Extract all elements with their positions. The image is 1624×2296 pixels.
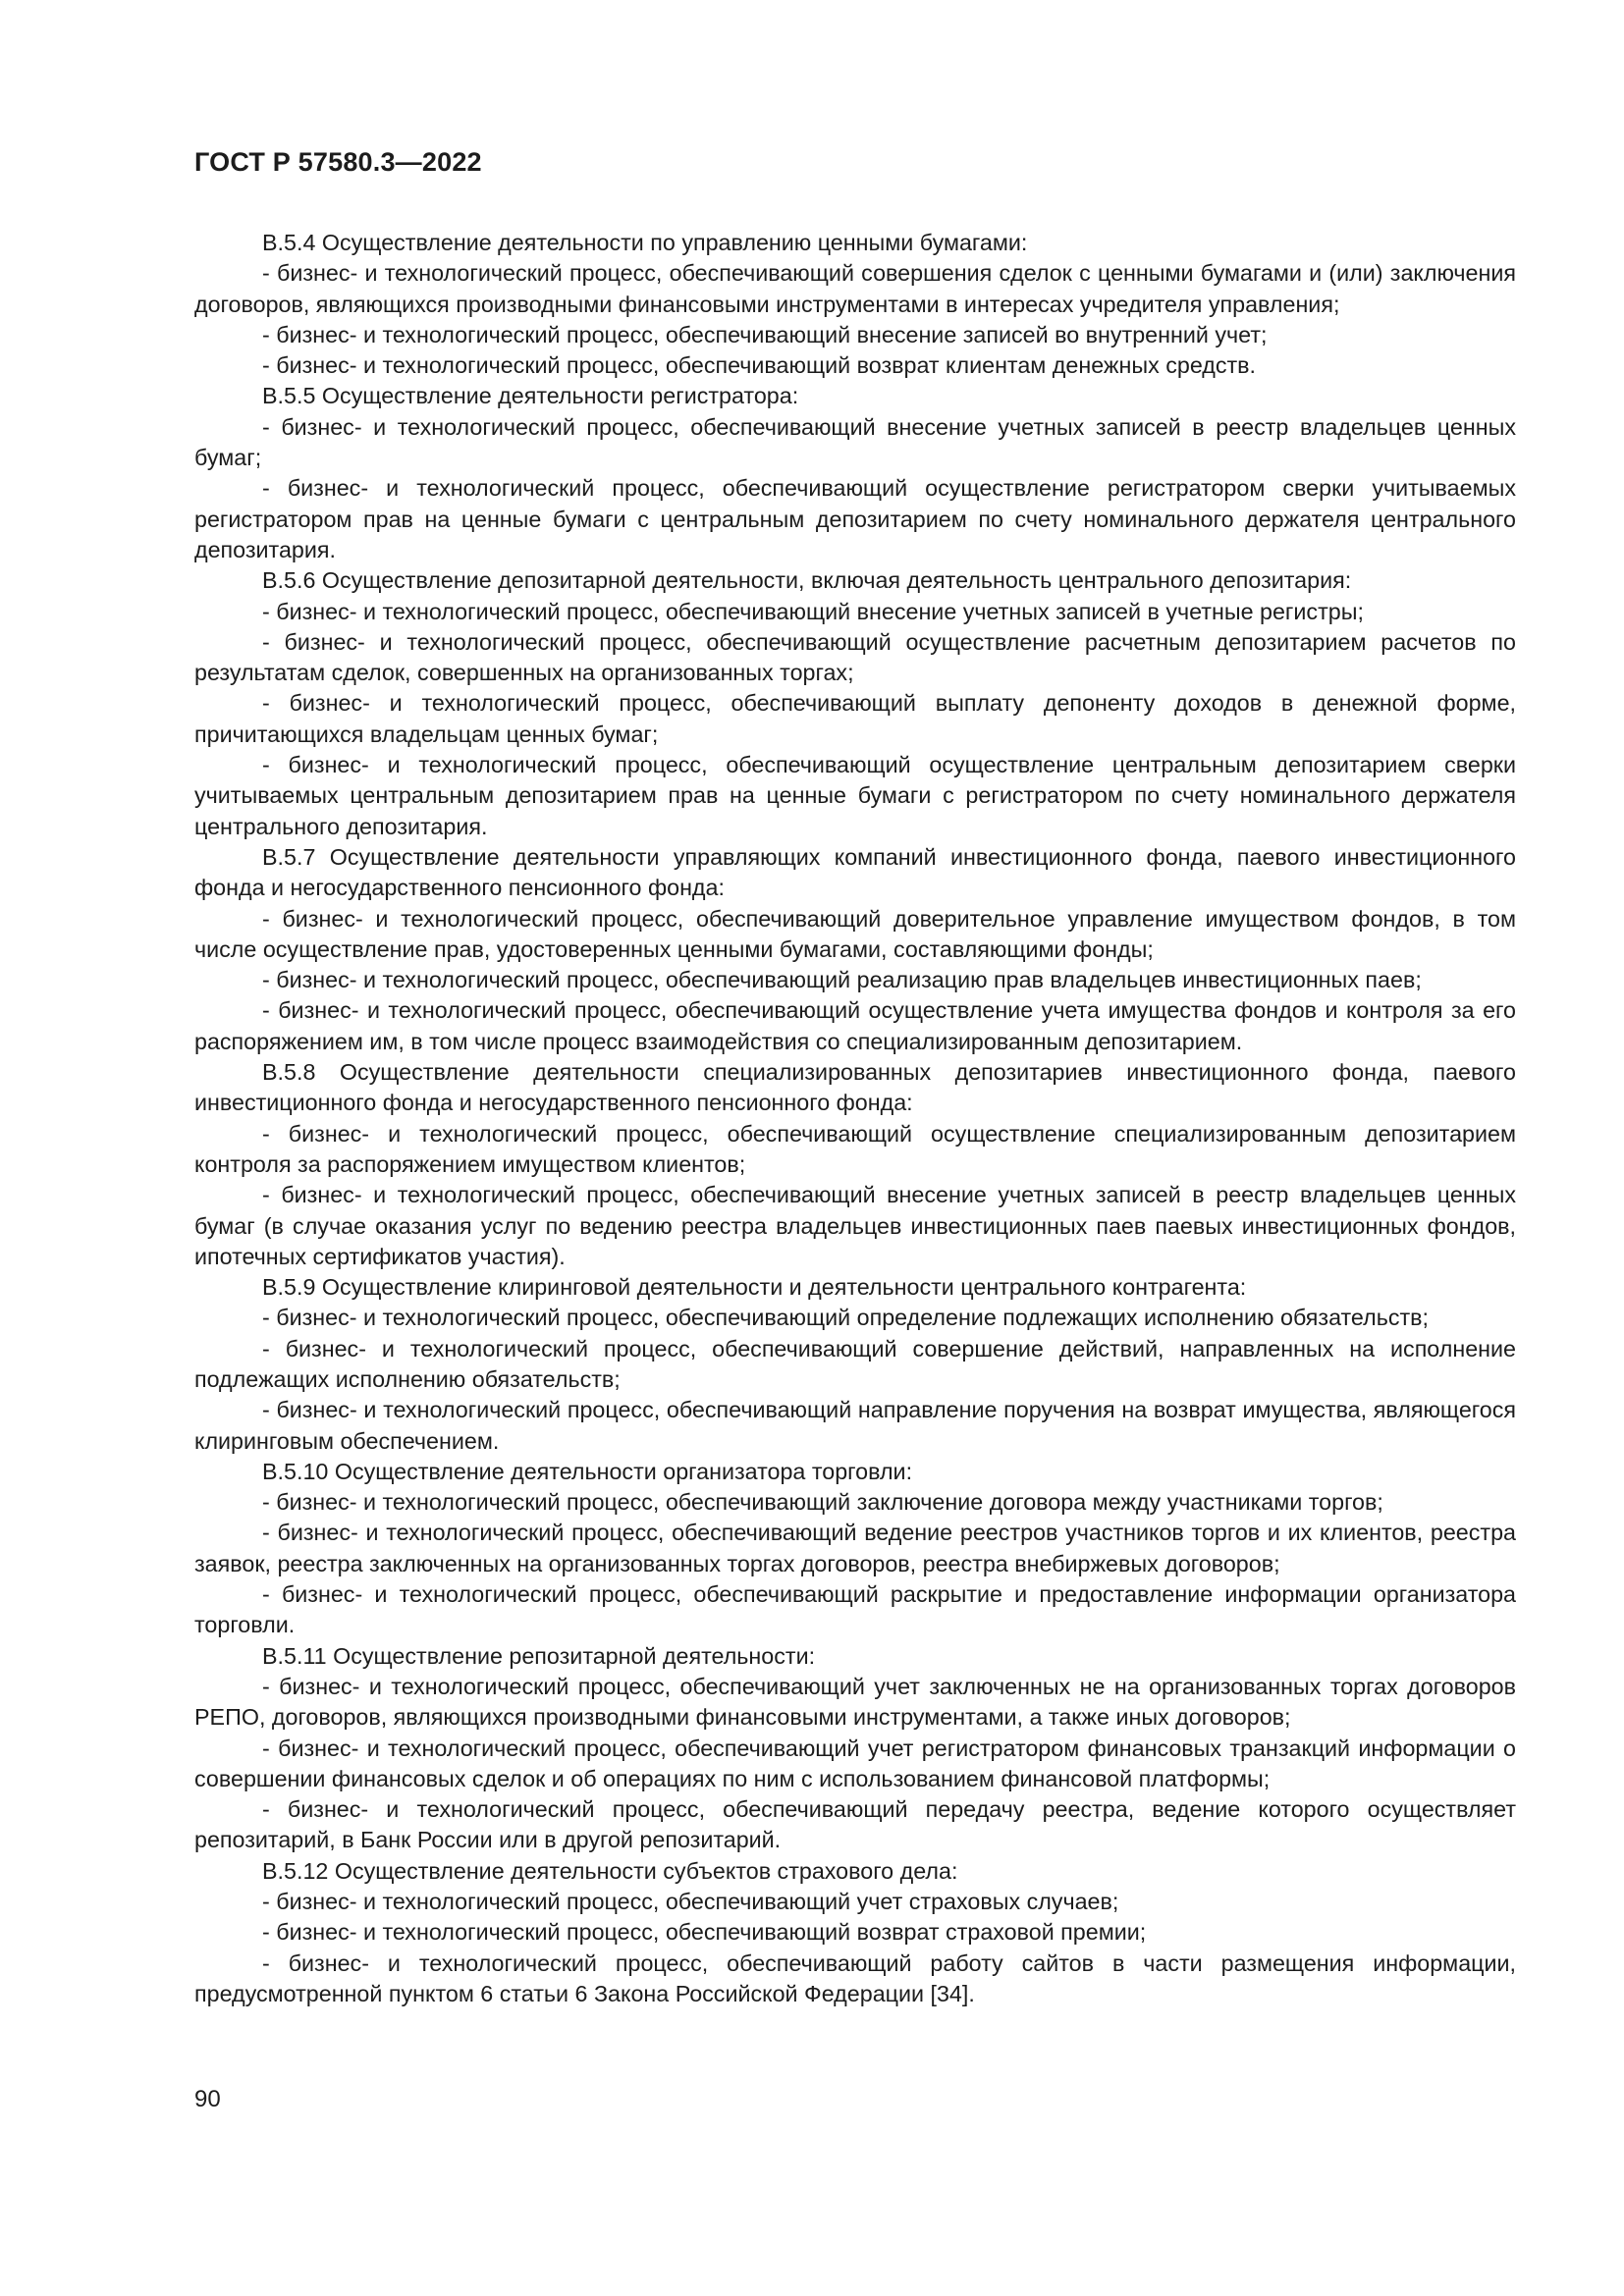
list-item: - бизнес- и технологический процесс, обеспечивающий внесение учетных записей в учетные регистры; — [262, 598, 1364, 624]
list-item: - бизнес- и технологический процесс, обеспечивающий работу сайтов в части размещения информации, предусмотренной пунктом 6 статьи 6 Закона Российской Федерации [34]. — [194, 1949, 1516, 2006]
list-item: - бизнес- и технологический процесс, обеспечивающий возврат страховой премии; — [262, 1919, 1147, 1946]
list-item: - бизнес- и технологический процесс, обеспечивающий внесение учетных записей в реестр владельцев ценных бумаг; — [194, 413, 1516, 471]
list-item: - бизнес- и технологический процесс, обеспечивающий внесение учетных записей в реестр владельцев ценных бумаг (в случае оказания услуг по ведению реестра владельцев инвестиционных паев паевых инвестиционных фондов, ипотечных сертификатов участия). — [194, 1182, 1516, 1269]
list-item: - бизнес- и технологический процесс, обеспечивающий осуществление учета имущества фондов и контроля за его распоряжением им, в том числе процесс взаимодействия со специализированным депозитарием. — [194, 997, 1516, 1054]
list-item: - бизнес- и технологический процесс, обеспечивающий раскрытие и предоставление информации организатора торговли. — [194, 1581, 1516, 1638]
list-item: - бизнес- и технологический процесс, обеспечивающий доверительное управление имуществом фондов, в том числе осуществление прав, удостоверенных ценными бумагами, составляющими фонды; — [194, 905, 1516, 962]
section-heading-b58: B.5.8 Осуществление деятельности специализированных депозитариев инвестиционного фонда, паевого инвестиционного фонда и негосударственного пенсионного фонда: — [194, 1059, 1516, 1116]
list-item: - бизнес- и технологический процесс, обеспечивающий заключение договора между участниками торгов; — [262, 1489, 1383, 1516]
list-item: - бизнес- и технологический процесс, обеспечивающий совершение действий, направленных на исполнение подлежащих исполнению обязательств; — [194, 1335, 1516, 1392]
section-heading-b55: B.5.5 Осуществление деятельности регистратора: — [262, 383, 799, 409]
list-item: - бизнес- и технологический процесс, обеспечивающий осуществление регистратором сверки учитываемых регистратором прав на ценные бумаги с центральным депозитарием по счету номинального держателя центрального депозитария. — [194, 475, 1516, 562]
list-item: - бизнес- и технологический процесс, обеспечивающий внесение записей во внутренний учет; — [262, 321, 1268, 347]
document-header: ГОСТ Р 57580.3—2022 — [194, 147, 482, 177]
list-item: - бизнес- и технологический процесс, обеспечивающий реализацию прав владельцев инвестиционных паев; — [262, 967, 1422, 993]
list-item: - бизнес- и технологический процесс, обеспечивающий осуществление специализированным депозитарием контроля за распоряжением имуществом клиентов; — [194, 1120, 1516, 1177]
list-item: - бизнес- и технологический процесс, обеспечивающий передачу реестра, ведение которого осуществляет репозитарий, в Банк России или в другой репозитарий. — [194, 1796, 1516, 1853]
list-item: - бизнес- и технологический процесс, обеспечивающий осуществление расчетным депозитарием расчетов по результатам сделок, совершенных на организованных торгах; — [194, 628, 1516, 686]
section-heading-b512: B.5.12 Осуществление деятельности субъектов страхового дела: — [262, 1857, 958, 1884]
list-item: - бизнес- и технологический процесс, обеспечивающий совершения сделок с ценными бумагами и (или) заключения договоров, являющихся производными финансовыми инструментами в интересах учредителя управления; — [194, 260, 1516, 317]
page-number: 90 — [194, 2086, 221, 2112]
section-heading-b511: B.5.11 Осуществление репозитарной деятельности: — [262, 1642, 816, 1669]
list-item: - бизнес- и технологический процесс, обеспечивающий учет регистратором финансовых транзакций информации о совершении финансовых сделок и об операциях по ним с использованием финансовой платформы; — [194, 1735, 1516, 1791]
list-item: - бизнес- и технологический процесс, обеспечивающий определение подлежащих исполнению обязательств; — [262, 1305, 1430, 1331]
list-item: - бизнес- и технологический процесс, обеспечивающий осуществление центральным депозитарием сверки учитываемых центральным депозитарием прав на ценные бумаги с регистратором по счету номинального держателя центрального депозитария. — [194, 752, 1516, 839]
list-item: - бизнес- и технологический процесс, обеспечивающий выплату депоненту доходов в денежной форме, причитающихся владельцам ценных бумаг; — [194, 690, 1516, 747]
list-item: - бизнес- и технологический процесс, обеспечивающий ведение реестров участников торгов и их клиентов, реестра заявок, реестра заключенных на организованных торгах договоров, реестра внебиржевых договоров; — [194, 1520, 1516, 1576]
list-item: - бизнес- и технологический процесс, обеспечивающий учет заключенных не на организованных торгах договоров РЕПО, договоров, являющихся производными финансовыми инструментами, а также иных договоров; — [194, 1673, 1516, 1731]
section-heading-b510: B.5.10 Осуществление деятельности организатора торговли: — [262, 1458, 913, 1484]
section-heading-b59: B.5.9 Осуществление клиринговой деятельности и деятельности центрального контрагента: — [262, 1274, 1247, 1301]
section-heading-b56: B.5.6 Осуществление депозитарной деятельности, включая деятельность центрального депозитария: — [262, 567, 1352, 594]
list-item: - бизнес- и технологический процесс, обеспечивающий учет страховых случаев; — [262, 1889, 1119, 1915]
section-heading-b57: B.5.7 Осуществление деятельности управляющих компаний инвестиционного фонда, паевого инвестиционного фонда и негосударственного пенсионного фонда: — [194, 843, 1516, 901]
list-item: - бизнес- и технологический процесс, обеспечивающий направление поручения на возврат имущества, являющегося клиринговым обеспечением. — [194, 1397, 1516, 1454]
list-item: - бизнес- и технологический процесс, обеспечивающий возврат клиентам денежных средств. — [262, 352, 1257, 379]
section-heading-b54: B.5.4 Осуществление деятельности по управлению ценными бумагами: — [262, 230, 1028, 255]
document-body — [194, 228, 1516, 2009]
